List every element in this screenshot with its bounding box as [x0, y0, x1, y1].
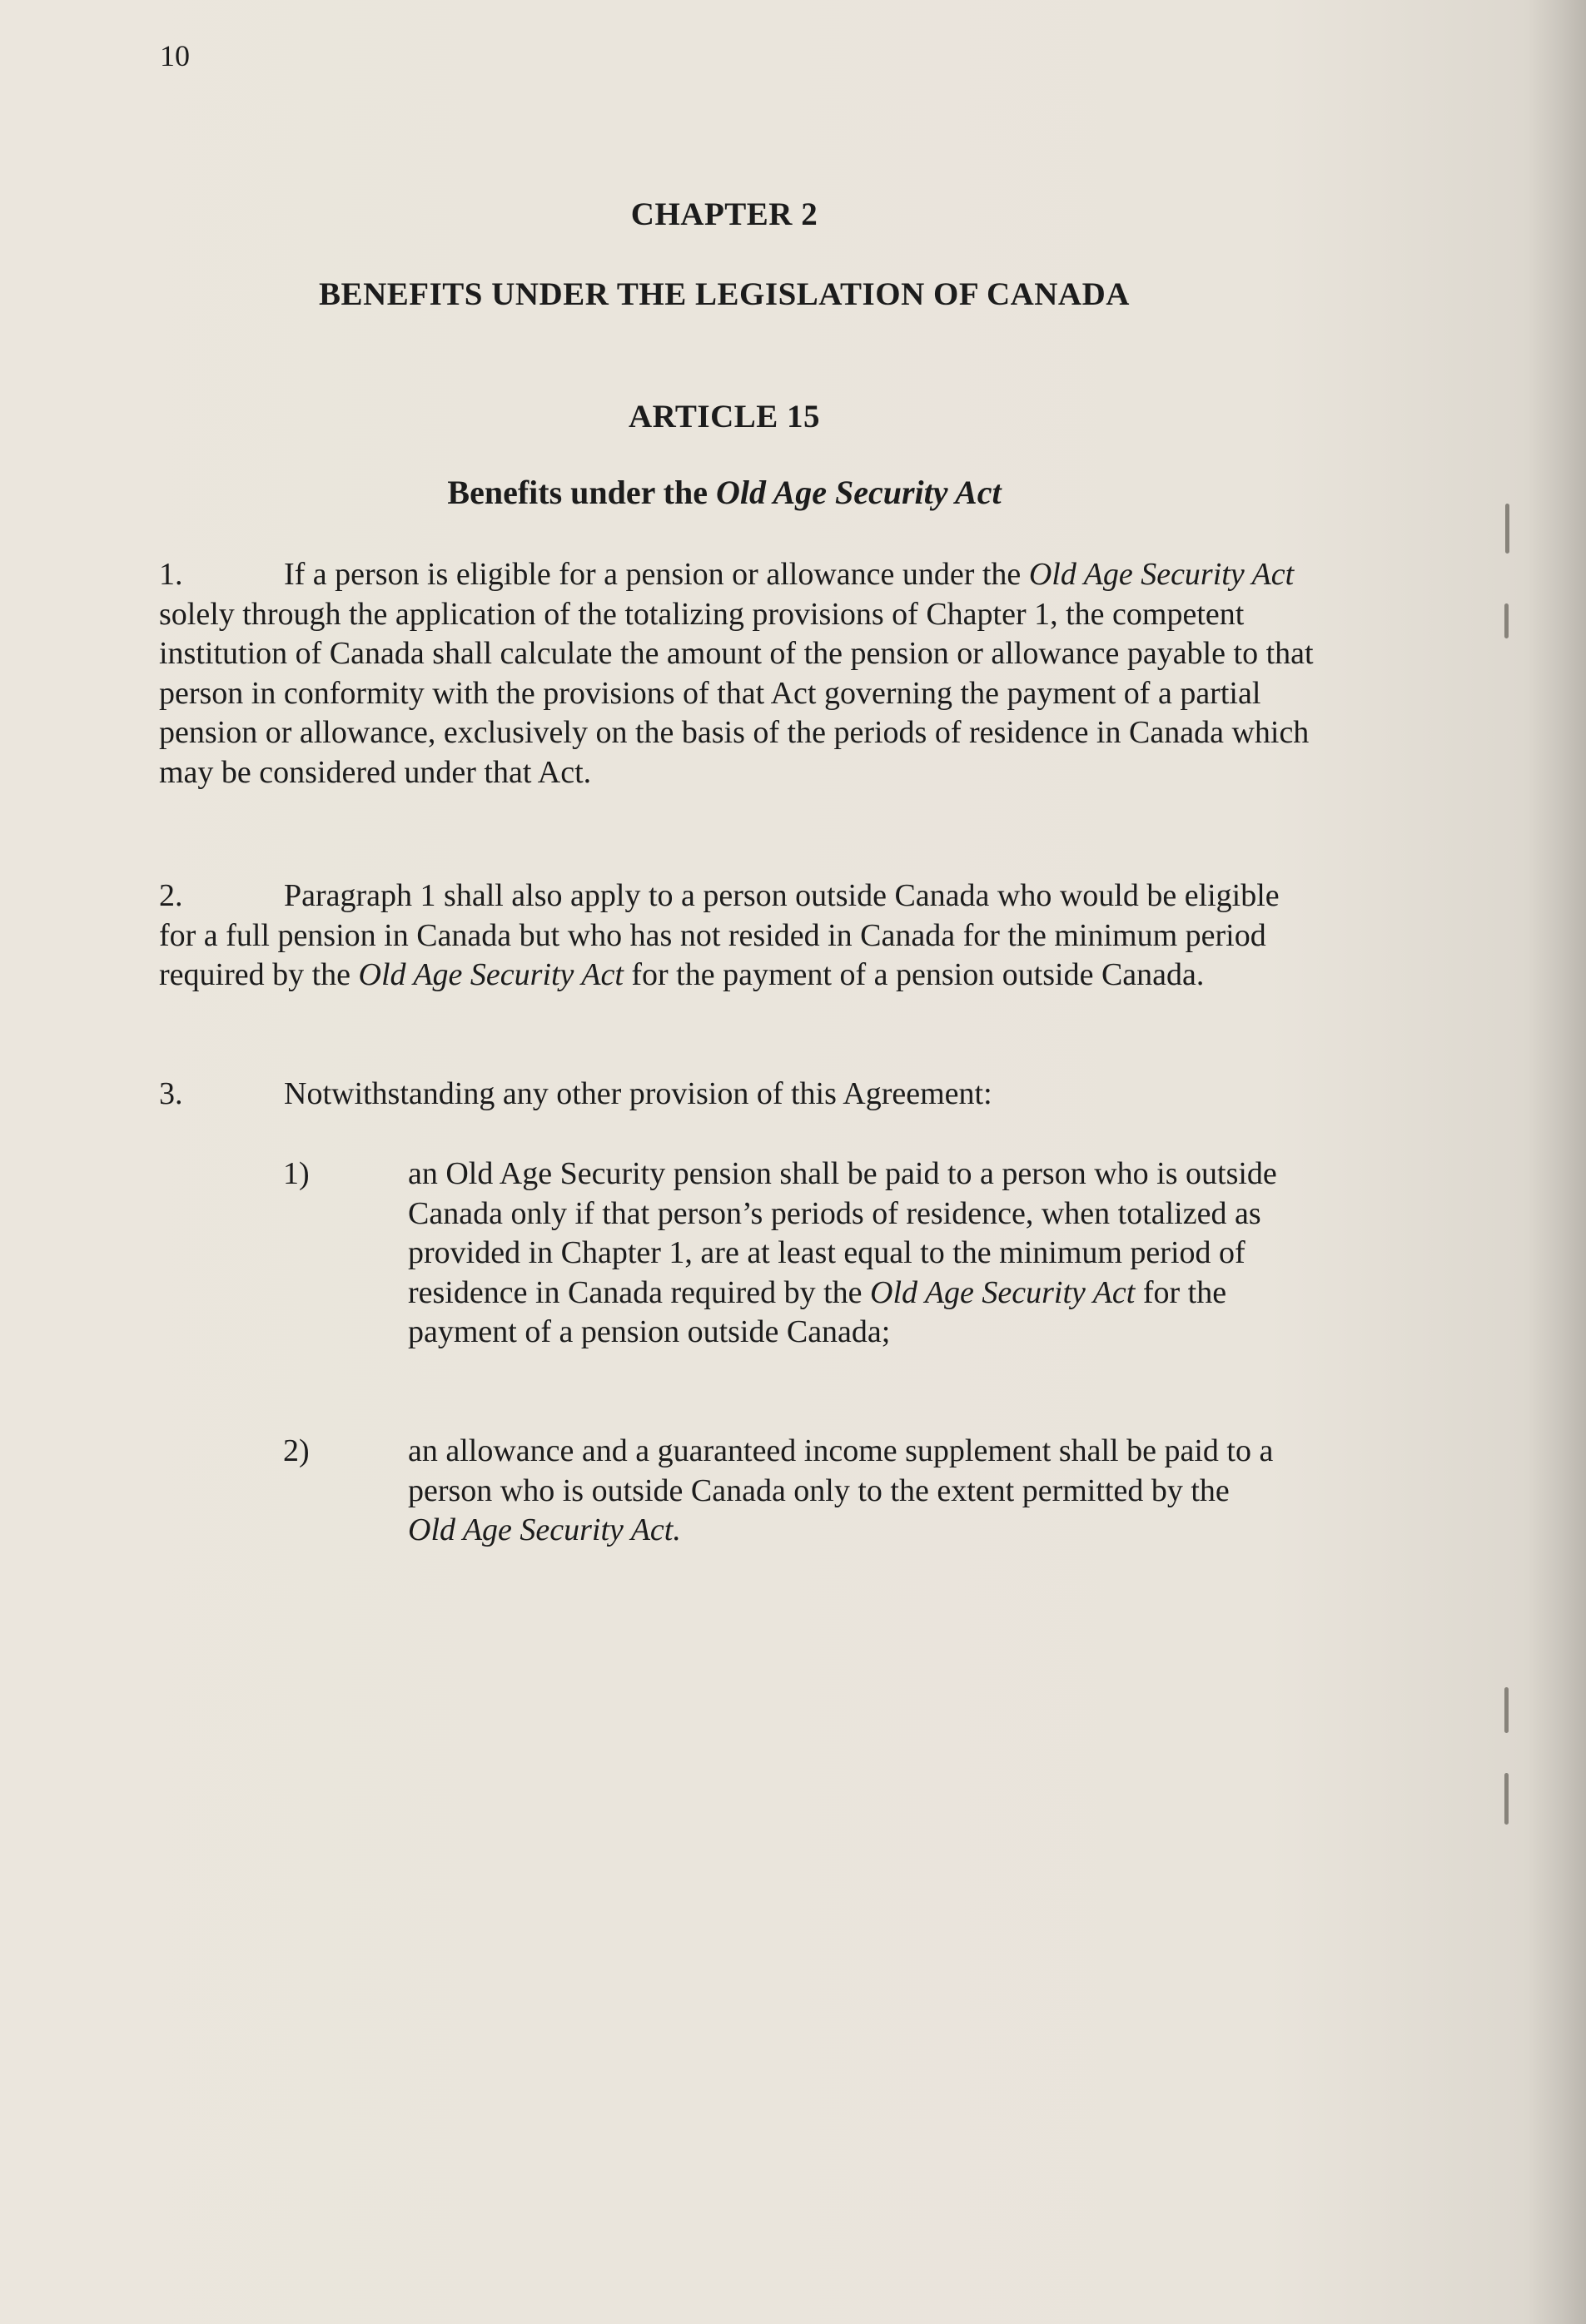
- binding-mark: [1505, 504, 1509, 554]
- text-run: Notwithstanding any other provision of this Agreement:: [284, 1076, 992, 1111]
- sub-item-number: 2): [283, 1433, 310, 1468]
- sub-item-body: [408, 1155, 1282, 1353]
- sub-item-number: 1): [283, 1156, 310, 1191]
- text-run: solely through the application of the totalizing provisions of Chapter 1, the competent institution of Canada shall calculate the amount of the pension or allowance payable to that person in conformity with the provisions of that Act governing the payment of a partial pension or allowance, exclusively on the basis of the periods of residence in Canada which may be considered under that Act.: [159, 596, 1314, 790]
- italic-run: Old Age Security Act: [358, 957, 624, 992]
- text-run: an allowance and a guaranteed income supplement shall be paid to a person who is outside Canada only to the extent permitted by the: [408, 1433, 1274, 1508]
- text-run: Paragraph 1 shall also apply to a person outside Canada who would be eligible for a full pension in Canada but who has not resided in Canada for the minimum period required by the: [159, 878, 1280, 992]
- italic-run: Old Age Security Act: [1028, 557, 1295, 592]
- article-heading: [0, 473, 1449, 512]
- paragraph-body: [284, 1076, 992, 1111]
- article-title: ARTICLE 15: [628, 399, 821, 435]
- binding-mark: [1504, 1687, 1509, 1733]
- italic-run: Old Age Security Act.: [408, 1512, 681, 1547]
- paragraph: [159, 555, 1316, 792]
- binding-mark: [1504, 1773, 1509, 1825]
- text-run: for the payment of a pension outside Canada.: [623, 957, 1205, 992]
- paragraph-body: [159, 557, 1314, 790]
- chapter-subtitle: BENEFITS UNDER THE LEGISLATION OF CANADA: [319, 276, 1130, 312]
- paragraph-number: 2.: [159, 878, 183, 913]
- chapter-title: CHAPTER 2: [630, 196, 818, 232]
- paragraph: [159, 1075, 1316, 1115]
- paragraph-number: 1.: [159, 557, 183, 592]
- italic-run: Old Age Security Act: [870, 1274, 1136, 1310]
- sub-item-body: [408, 1432, 1282, 1551]
- binding-mark: [1504, 603, 1509, 638]
- paragraph: [159, 876, 1316, 996]
- binding-shadow: [1528, 0, 1586, 2324]
- paragraph-number: 3.: [159, 1076, 183, 1111]
- text-run: If a person is eligible for a pension or allowance under the: [284, 557, 1029, 592]
- paragraph-body: [159, 878, 1280, 992]
- page-number: 10: [160, 39, 190, 72]
- text-run: an Old Age Security pension shall be paid to a person who is outside Canada only if that person’s periods of residence, when totalized as provided in Chapter 1, are at least equal to the minimum period of residence in Canada required by the: [408, 1156, 1277, 1310]
- article-heading-prefix: Benefits under the: [447, 474, 717, 511]
- article-heading-act-name: Old Age Security Act: [716, 474, 1002, 511]
- text-run: for the payment of a pension outside Canada;: [408, 1274, 1227, 1349]
